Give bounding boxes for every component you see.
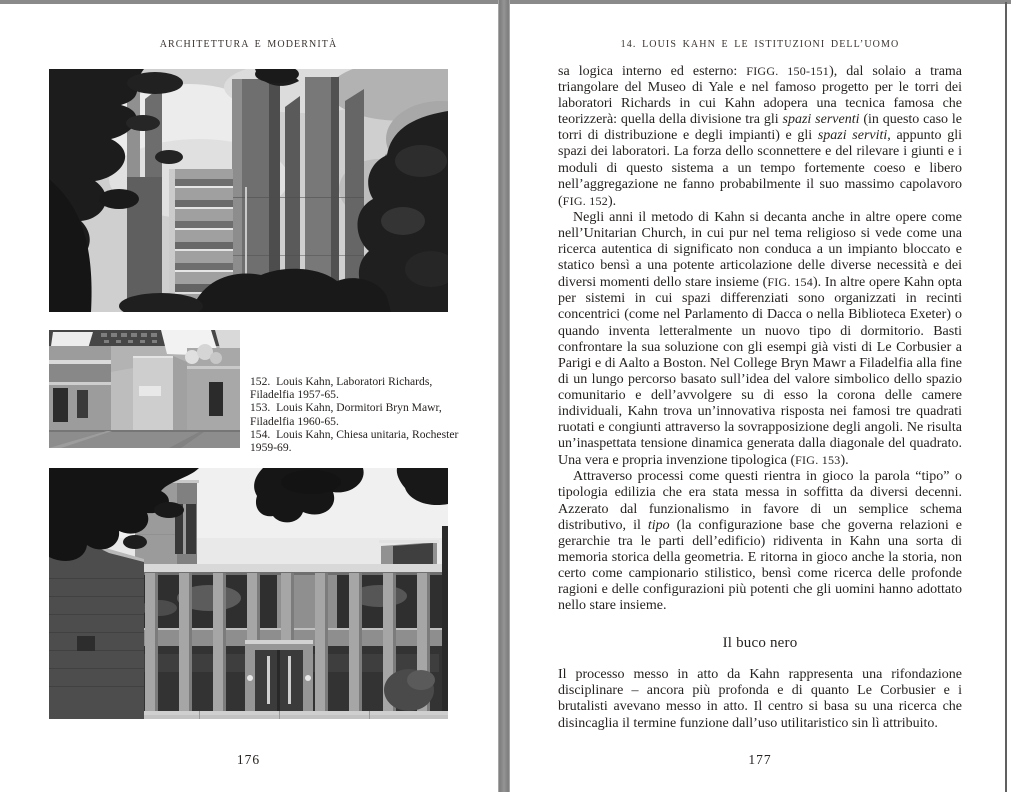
left-page bbox=[0, 0, 498, 792]
richards-laboratories-photo-image bbox=[49, 69, 448, 312]
bryn-mawr-interior-photo-image bbox=[49, 330, 240, 448]
book-gutter bbox=[498, 0, 510, 792]
figure-captions bbox=[250, 375, 463, 454]
caption-152: 152. Louis Kahn, Laboratori Richards, Filadelfia 1957-65. bbox=[250, 375, 433, 402]
left-page-number: 176 bbox=[236, 752, 261, 767]
figure-unitarian-church bbox=[49, 468, 448, 719]
right-running-header: 14. LOUIS KAHN E LE ISTITUZIONI DELL’UOMO bbox=[620, 39, 900, 50]
paragraph-1: sa logica interno ed esterno: FIGG. 150-151), dal solaio a trama triangolare del Museo di Yale e nel famoso progetto per le torri dei laboratori Richards in cui Kahn adopera una tecnica famosa che teorizzerà: quella della divisione tra gli spazi serventi (in questo caso le torri di distribuzione e degli impianti) e gli spazi serviti, appunto gli spazi dei laboratori. La forza dello sconnettere e del rilevare i giunti e i moduli di questo sistema a un tempo fortemente coeso e libero nell’aggregazione ne fanno probabilmente il suo massimo capolavoro (FIG. 152). bbox=[558, 64, 963, 209]
figure-bryn-mawr-interior bbox=[49, 330, 240, 448]
left-running-header: ARCHITETTURA E MODERNITÀ bbox=[159, 39, 338, 50]
scan-right-edge bbox=[1005, 2, 1007, 792]
section-heading: Il buco nero bbox=[722, 635, 798, 652]
paragraph-2: Negli anni il metodo di Kahn si decanta anche in altre opere come nell’Unitarian Church, in cui pur nel tema religioso si vede come una ricerca autentica di significato non conduca a un impianto bloccato e statico bensì a una potente articolazione delle diverse necessità e dei diversi momenti dello stare insieme (FIG. 154). In altre opere Kahn opta per sistemi in cui spazi differenziati sono organizzati in recinti concentrici (come nel Parlamento di Dacca o nella Biblioteca Exeter) o quando inventa letteralmente un nuovo tipo di dormitorio. Basti confrontare la sua soluzione con gli esempi già visti di Le Corbusier a Parigi e di Aalto a Boston. Nel College Bryn Mawr a Filadelfia alla fine di un lungo percorso basato sull’idea del valore simbolico dello spazio comunitario e dell’avvolgere su di esso la corona delle camere individuali, Kahn trova un’innovativa risposta nei famosi tre quadrati ruotati e congiunti attraverso la sovrapposizione degli angoli. Ne risulta un’inaspettata tensione dinamica generata dalla diagonale del quadrato. Una vera e propria invenzione tipologica (FIG. 153). bbox=[558, 209, 962, 469]
caption-153: 153. Louis Kahn, Dormitori Bryn Mawr, Filadelfia 1960-65. bbox=[250, 401, 442, 428]
paragraph-3: Attraverso processi come questi rientra in gioco la parola “tipo” o tipologia edilizia che era stata messa in soffitta da diversi decenni. Azzerato dal funzionalismo in favore di un semplice schema distributivo, il tipo (la configurazione base che governa relazioni e gerarchie tra le parti dell’edificio) ridiventa in Kahn una sorta di memoria storica della geometria. E ritorna in gioco anche la storia, non certo come campionario stilistico, bensì come ricerca delle profonde ragioni e delle configurazioni più potenti che gli uomini hanno adottato nello stare insieme. bbox=[558, 469, 962, 614]
right-page-number: 177 bbox=[748, 752, 772, 767]
figure-richards-laboratories bbox=[49, 69, 448, 312]
caption-154: 154. Louis Kahn, Chiesa unitaria, Rochester 1959-69. bbox=[250, 427, 459, 455]
unitarian-church-photo-image bbox=[49, 468, 448, 719]
paragraph-4: Il processo messo in atto da Kahn rappresenta una rifondazione disciplinare – ancora più profonda e di quanto Le Corbusier e i brutalisti avevano messo in atto. Il centro si basa su una ricerca che disincaglia il termine funzione dall’uso utilitaristico sin lì attribuito. bbox=[558, 667, 962, 731]
right-page bbox=[510, 0, 1011, 792]
body-text bbox=[558, 63, 962, 732]
